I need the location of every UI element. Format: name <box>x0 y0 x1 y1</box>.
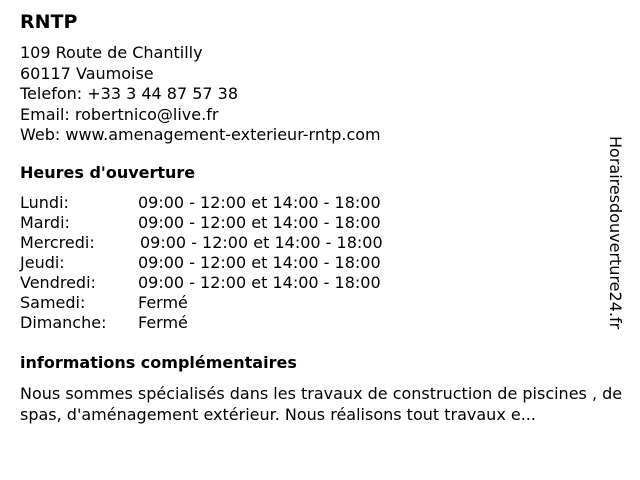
time-value: 09:00 - 12:00 et 14:00 - 18:00 <box>140 233 383 252</box>
hours-row-sunday <box>20 313 383 333</box>
address-street: 109 Route de Chantilly <box>20 43 203 62</box>
website: Web: www.amenagement-exterieur-rntp.com <box>20 125 381 144</box>
business-name: RNTP <box>20 11 78 33</box>
day-label: Vendredi: <box>20 273 96 292</box>
hours-row-saturday <box>20 293 383 313</box>
hours-row-tuesday <box>20 213 383 233</box>
time-value: 09:00 - 12:00 et 14:00 - 18:00 <box>138 213 381 232</box>
time-value: 09:00 - 12:00 et 14:00 - 18:00 <box>138 253 381 272</box>
opening-hours-list <box>20 193 383 333</box>
hours-row-friday <box>20 273 383 293</box>
site-watermark: Horairesdouverture24.fr <box>606 136 625 330</box>
time-value: Fermé <box>138 293 188 312</box>
hours-row-thursday <box>20 253 383 273</box>
day-label: Mercredi: <box>20 233 95 252</box>
hours-row-monday <box>20 193 383 213</box>
time-value: Fermé <box>138 313 188 332</box>
additional-info-heading: informations complémentaires <box>20 353 297 372</box>
day-label: Samedi: <box>20 293 86 312</box>
time-value: 09:00 - 12:00 et 14:00 - 18:00 <box>138 273 381 292</box>
day-label: Lundi: <box>20 193 69 212</box>
opening-hours-heading: Heures d'ouverture <box>20 163 196 182</box>
phone-number: Telefon: +33 3 44 87 57 38 <box>20 84 239 103</box>
day-label: Dimanche: <box>20 313 107 332</box>
address-postal-city: 60117 Vaumoise <box>20 63 154 83</box>
hours-row-wednesday <box>20 233 383 253</box>
day-label: Jeudi: <box>20 253 65 272</box>
time-value: 09:00 - 12:00 et 14:00 - 18:00 <box>138 193 381 212</box>
day-label: Mardi: <box>20 213 70 232</box>
email-address: Email: robertnico@live.fr <box>20 104 219 124</box>
contact-block <box>20 43 381 146</box>
additional-info-text: Nous sommes spécialisés dans les travaux de construction de piscines , de spas, d'aménagement extérieur. Nous réalisons tout travaux e... <box>20 384 623 424</box>
